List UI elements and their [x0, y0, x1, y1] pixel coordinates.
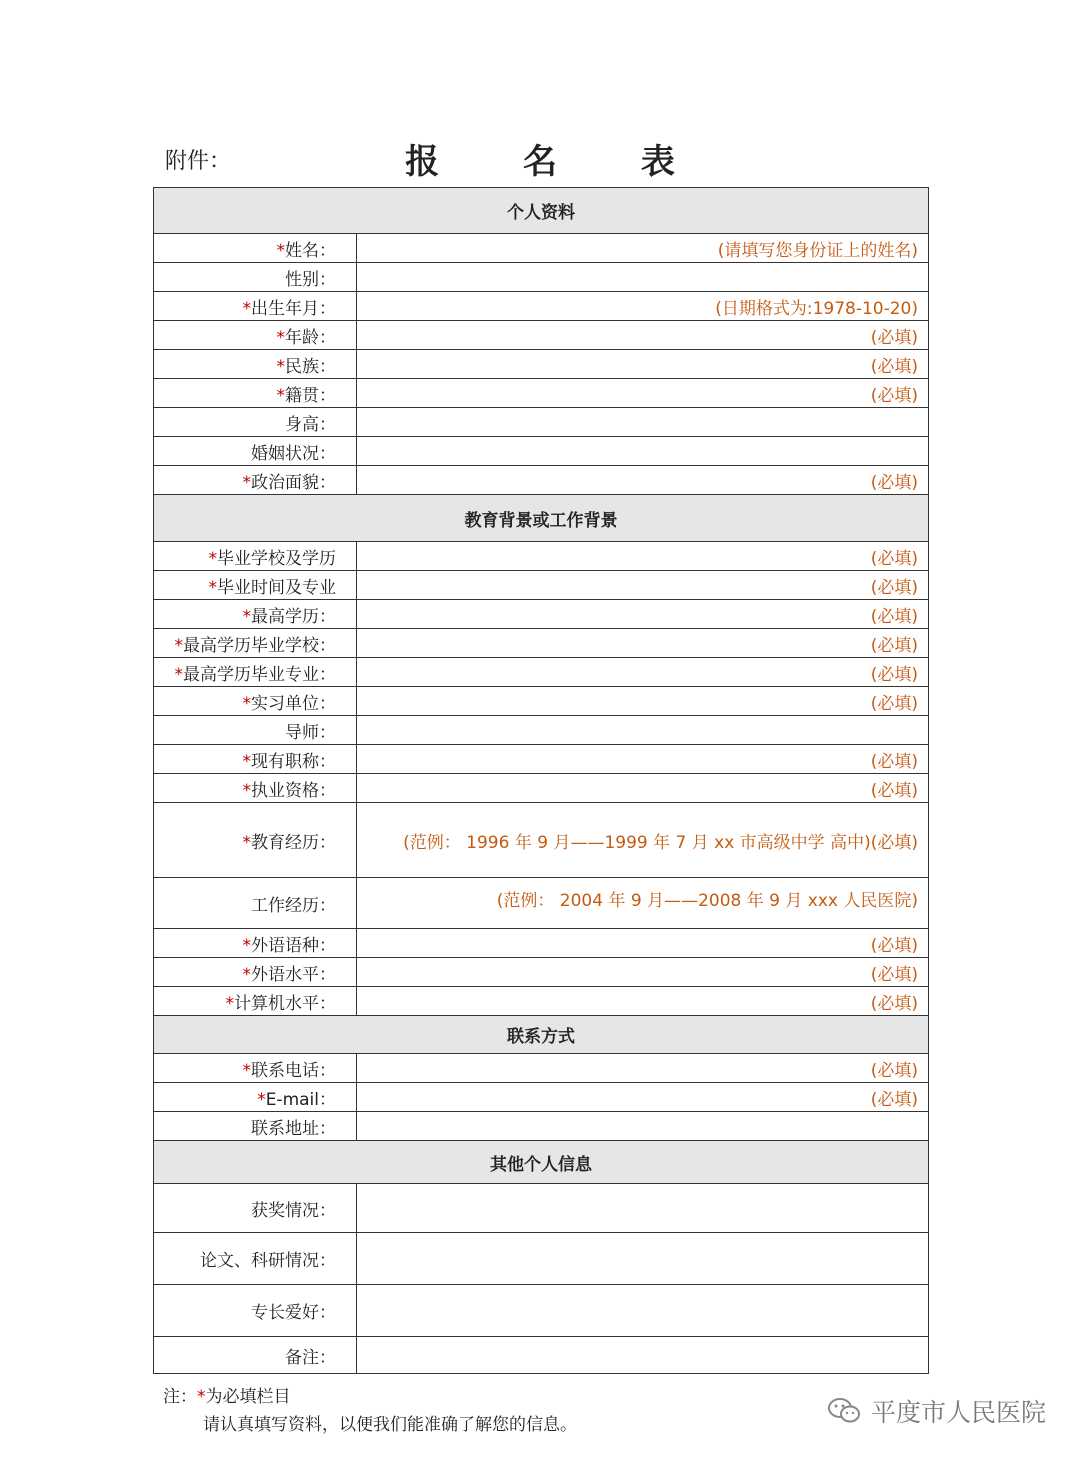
field-label: *E-mail：: [154, 1083, 357, 1112]
political-status-field[interactable]: (必填): [357, 466, 929, 495]
required-star: *: [276, 385, 285, 406]
form-row-graduate-school: [154, 542, 929, 571]
required-star: *: [276, 327, 285, 348]
graduate-school-field[interactable]: (必填): [357, 542, 929, 571]
field-label: *教育经历：: [154, 803, 357, 878]
license-field[interactable]: (必填): [357, 774, 929, 803]
section-personal: 个人资料: [154, 188, 929, 234]
field-label: 性别：: [154, 263, 357, 292]
form-row-highest-degree-major: [154, 658, 929, 687]
field-label: *毕业时间及专业: [154, 571, 357, 600]
field-label: *执业资格：: [154, 774, 357, 803]
required-star: *: [242, 780, 251, 801]
form-row-hobbies: [154, 1285, 929, 1337]
form-row-name: [154, 234, 929, 263]
wechat-icon: [827, 1397, 861, 1425]
form-row-graduation-major: [154, 571, 929, 600]
footnote-instruction: 请认真填写资料，以便我们能准确了解您的信息。: [203, 1415, 577, 1435]
highest-degree-field[interactable]: (必填): [357, 600, 929, 629]
field-label: 身高：: [154, 408, 357, 437]
registration-form: [153, 187, 929, 1374]
watermark-text: 平度市人民医院: [870, 1398, 1046, 1427]
form-row-remarks: [154, 1337, 929, 1374]
graduation-major-field[interactable]: (必填): [357, 571, 929, 600]
field-label: *最高学历：: [154, 600, 357, 629]
field-label: *政治面貌：: [154, 466, 357, 495]
awards-field[interactable]: [357, 1184, 929, 1233]
required-star: *: [174, 635, 183, 656]
form-row-education-history: [154, 803, 929, 878]
phone-field[interactable]: (必填): [357, 1054, 929, 1083]
language-level-field[interactable]: (必填): [357, 958, 929, 987]
education-history-field[interactable]: (范例： 1996 年 9 月——1999 年 7 月 xx 市高级中学 高中)(必填): [357, 803, 929, 878]
form-row-marital-status: [154, 437, 929, 466]
field-label: 备注：: [154, 1337, 357, 1374]
computer-level-field[interactable]: (必填): [357, 987, 929, 1016]
research-field[interactable]: [357, 1233, 929, 1285]
required-star: *: [242, 606, 251, 627]
required-star: *: [197, 1387, 206, 1407]
form-row-height: [154, 408, 929, 437]
form-row-political-status: [154, 466, 929, 495]
address-field[interactable]: [357, 1112, 929, 1141]
highest-degree-major-field[interactable]: (必填): [357, 658, 929, 687]
required-star: *: [276, 240, 285, 261]
remarks-field[interactable]: [357, 1337, 929, 1374]
section-education: 教育背景或工作背景: [154, 495, 929, 542]
required-star: *: [276, 356, 285, 377]
form-row-work-history: [154, 878, 929, 929]
field-label: 获奖情况：: [154, 1184, 357, 1233]
form-row-title: [154, 745, 929, 774]
highest-degree-school-field[interactable]: (必填): [357, 629, 929, 658]
field-label: *姓名：: [154, 234, 357, 263]
required-star: *: [242, 832, 251, 853]
internship-field[interactable]: (必填): [357, 687, 929, 716]
form-row-address: [154, 1112, 929, 1141]
section-contact: 联系方式: [154, 1016, 929, 1054]
field-label: 论文、科研情况：: [154, 1233, 357, 1285]
field-label: *联系电话：: [154, 1054, 357, 1083]
form-row-highest-degree-school: [154, 629, 929, 658]
field-label: 婚姻状况：: [154, 437, 357, 466]
work-history-field[interactable]: (范例： 2004 年 9 月——2008 年 9 月 xxx 人民医院): [357, 878, 929, 929]
required-star: *: [225, 993, 234, 1014]
field-label: 专长爱好：: [154, 1285, 357, 1337]
required-star: *: [257, 1089, 266, 1110]
field-label: *计算机水平：: [154, 987, 357, 1016]
field-label: *最高学历毕业专业：: [154, 658, 357, 687]
professional-title-field[interactable]: (必填): [357, 745, 929, 774]
field-label: *民族：: [154, 350, 357, 379]
footnote-required: 注：*为必填栏目: [163, 1387, 291, 1407]
form-row-birthdate: [154, 292, 929, 321]
required-star: *: [242, 693, 251, 714]
attachment-label: 附件：: [165, 149, 232, 174]
form-row-highest-degree: [154, 600, 929, 629]
required-star: *: [208, 577, 217, 598]
form-row-language-level: [154, 958, 929, 987]
birthdate-field[interactable]: (日期格式为:1978-10-20): [357, 292, 929, 321]
watermark: [827, 1393, 1046, 1429]
required-star: *: [242, 298, 251, 319]
form-row-age: [154, 321, 929, 350]
field-label: 联系地址：: [154, 1112, 357, 1141]
form-row-internship: [154, 687, 929, 716]
required-star: *: [242, 751, 251, 772]
field-label: 工作经历：: [154, 878, 357, 929]
form-title: 报 名 表: [405, 142, 711, 182]
field-label: *毕业学校及学历: [154, 542, 357, 571]
gender-field[interactable]: [357, 263, 929, 292]
hobbies-field[interactable]: [357, 1285, 929, 1337]
field-label: *实习单位：: [154, 687, 357, 716]
form-row-foreign-language: [154, 929, 929, 958]
marital-status-field[interactable]: [357, 437, 929, 466]
form-row-native-place: [154, 379, 929, 408]
form-row-gender: [154, 263, 929, 292]
form-row-email: [154, 1083, 929, 1112]
ethnicity-field[interactable]: (必填): [357, 350, 929, 379]
height-field[interactable]: [357, 408, 929, 437]
form-row-research: [154, 1233, 929, 1285]
age-field[interactable]: (必填): [357, 321, 929, 350]
field-label: *出生年月：: [154, 292, 357, 321]
mentor-field[interactable]: [357, 716, 929, 745]
field-label: *外语语种：: [154, 929, 357, 958]
required-star: *: [242, 935, 251, 956]
required-star: *: [208, 548, 217, 569]
required-star: *: [242, 964, 251, 985]
form-row-awards: [154, 1184, 929, 1233]
email-field[interactable]: (必填): [357, 1083, 929, 1112]
form-row-computer-level: [154, 987, 929, 1016]
name-field[interactable]: (请填写您身份证上的姓名): [357, 234, 929, 263]
required-star: *: [242, 472, 251, 493]
field-label: *年龄：: [154, 321, 357, 350]
field-label: *现有职称：: [154, 745, 357, 774]
form-row-license: [154, 774, 929, 803]
field-label: *外语水平：: [154, 958, 357, 987]
required-star: *: [174, 664, 183, 685]
form-row-mentor: [154, 716, 929, 745]
field-label: 导师：: [154, 716, 357, 745]
form-row-phone: [154, 1054, 929, 1083]
section-other: 其他个人信息: [154, 1141, 929, 1184]
form-row-ethnicity: [154, 350, 929, 379]
required-star: *: [242, 1060, 251, 1081]
foreign-language-field[interactable]: (必填): [357, 929, 929, 958]
field-label: *籍贯：: [154, 379, 357, 408]
field-label: *最高学历毕业学校：: [154, 629, 357, 658]
native-place-field[interactable]: (必填): [357, 379, 929, 408]
